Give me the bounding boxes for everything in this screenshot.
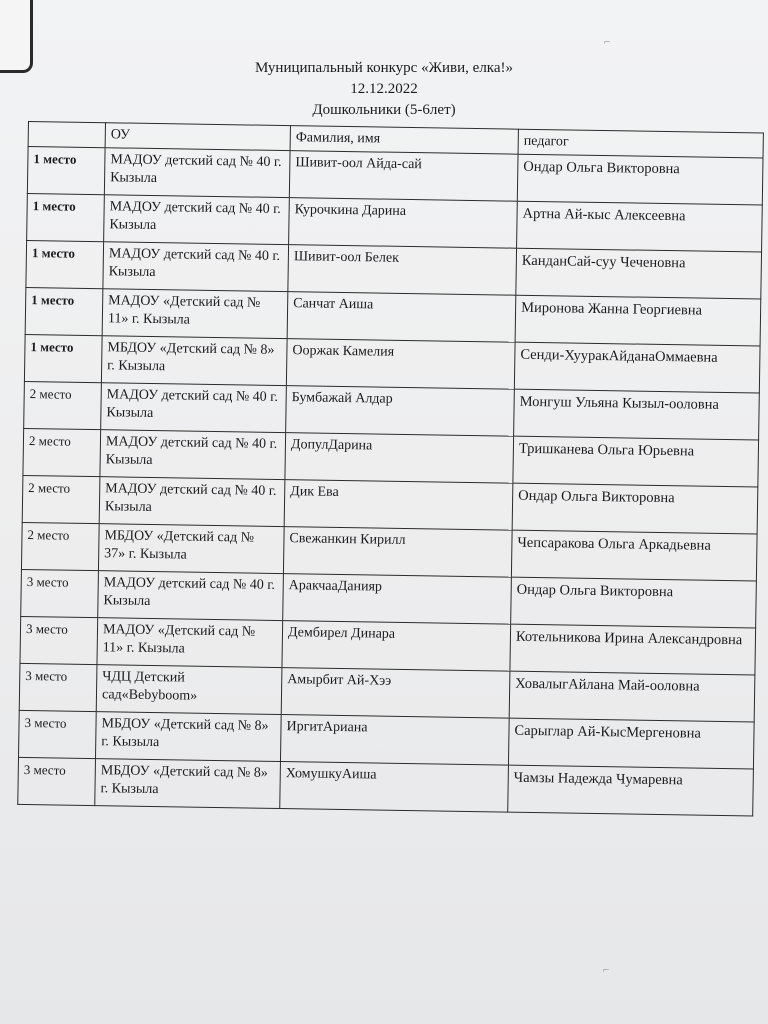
paper-mark: ⌐ xyxy=(604,36,611,48)
participant-name-cell: Санчат Аиша xyxy=(287,292,516,343)
teacher-cell: Ондар Ольга Викторовна xyxy=(517,154,763,205)
header-place xyxy=(28,122,105,148)
place-cell: 1 место xyxy=(24,334,102,382)
age-group-heading: Дошкольники (5-6лет) xyxy=(312,102,456,118)
teacher-cell: Сенди-ХууракАйданаОммаевна xyxy=(514,342,760,393)
school-cell: МБДОУ «Детский сад № 37» г. Кызыла xyxy=(98,524,284,574)
document-date: 12.12.2022 xyxy=(350,81,418,97)
place-cell: 2 место xyxy=(21,522,99,570)
participant-name-cell: Бумбажай Алдар xyxy=(286,386,515,437)
school-cell: МБДОУ «Детский сад № 8» г. Кызыла xyxy=(101,336,287,386)
school-cell: ЧДЦ Детский сад«Bebyboom» xyxy=(96,665,282,715)
participant-name-cell: Дик Ева xyxy=(284,480,513,531)
school-cell: МАДОУ детский сад № 40 г. Кызыла xyxy=(104,148,290,198)
results-table xyxy=(17,121,764,816)
place-cell: 3 место xyxy=(18,757,96,805)
participant-name-cell: АракчааДанияр xyxy=(283,574,512,625)
teacher-cell: Сарыглар Ай-КысМергеновна xyxy=(508,718,754,769)
header-school: ОУ xyxy=(105,123,290,151)
school-cell: МБДОУ «Детский сад № 8» г. Кызыла xyxy=(95,712,281,762)
teacher-cell: Тришканева Ольга Юрьевна xyxy=(513,436,759,487)
place-cell: 3 место xyxy=(19,710,97,758)
participant-name-cell: ХомушкуАиша xyxy=(280,762,509,813)
participant-name-cell: Ооржак Камелия xyxy=(286,339,515,390)
teacher-cell: Котельникова Ирина Александровна xyxy=(510,624,756,675)
header-teacher: педагог xyxy=(518,129,763,158)
participant-name-cell: ИргитАриана xyxy=(280,715,509,766)
teacher-cell: ХовалыгАйлана Май-ооловна xyxy=(509,671,755,722)
teacher-cell: Артна Ай-кыс Алексеевна xyxy=(517,201,763,252)
participant-name-cell: ДопулДарина xyxy=(285,433,514,484)
school-cell: МАДОУ детский сад № 40 г. Кызыла xyxy=(98,571,284,621)
teacher-cell: Ондар Ольга Викторовна xyxy=(512,483,758,534)
place-cell: 2 место xyxy=(24,381,102,429)
school-cell: МАДОУ детский сад № 40 г. Кызыла xyxy=(101,383,287,433)
place-cell: 1 место xyxy=(27,193,105,241)
teacher-cell: Монгуш Ульяна Кызыл-ооловна xyxy=(514,389,760,440)
participant-name-cell: Шивит-оол Белек xyxy=(288,245,517,296)
teacher-cell: Миронова Жанна Георгиевна xyxy=(515,295,761,346)
place-cell: 2 место xyxy=(23,428,101,476)
school-cell: МАДОУ «Детский сад № 11» г. Кызыла xyxy=(97,618,283,668)
teacher-cell: Ондар Ольга Викторовна xyxy=(511,577,757,628)
participant-name-cell: Курочкина Дарина xyxy=(289,198,518,249)
place-cell: 3 место xyxy=(20,616,98,664)
place-cell: 1 место xyxy=(25,287,103,335)
participant-name-cell: Дембирел Динара xyxy=(282,621,511,672)
school-cell: МАДОУ детский сад № 40 г. Кызыла xyxy=(100,430,286,480)
teacher-cell: Чамзы Надежда Чумаревна xyxy=(508,765,754,816)
teacher-cell: Чепсаракова Ольга Аркадьевна xyxy=(511,530,757,581)
teacher-cell: КанданСай-суу Чеченовна xyxy=(516,248,762,299)
school-cell: МАДОУ «Детский сад № 11» г. Кызыла xyxy=(102,289,288,339)
place-cell: 2 место xyxy=(22,475,100,523)
place-cell: 1 место xyxy=(26,240,104,288)
school-cell: МБДОУ «Детский сад № 8» г. Кызыла xyxy=(95,759,281,809)
participant-name-cell: Шивит-оол Айда-сай xyxy=(289,151,518,202)
school-cell: МАДОУ детский сад № 40 г. Кызыла xyxy=(99,477,285,527)
school-cell: МАДОУ детский сад № 40 г. Кызыла xyxy=(104,195,290,245)
header-name: Фамилия, имя xyxy=(290,126,518,155)
participant-name-cell: Амырбит Ай-Хээ xyxy=(281,668,510,719)
place-cell: 3 место xyxy=(19,663,97,711)
participant-name-cell: Свежанкин Кирилл xyxy=(283,527,512,578)
document-title: Муниципальный конкурс «Живи, елка!» xyxy=(254,60,514,76)
paper-mark: ⌐ xyxy=(603,964,610,976)
place-cell: 1 место xyxy=(27,147,105,195)
school-cell: МАДОУ детский сад № 40 г. Кызыла xyxy=(103,242,289,292)
place-cell: 3 место xyxy=(21,569,99,617)
